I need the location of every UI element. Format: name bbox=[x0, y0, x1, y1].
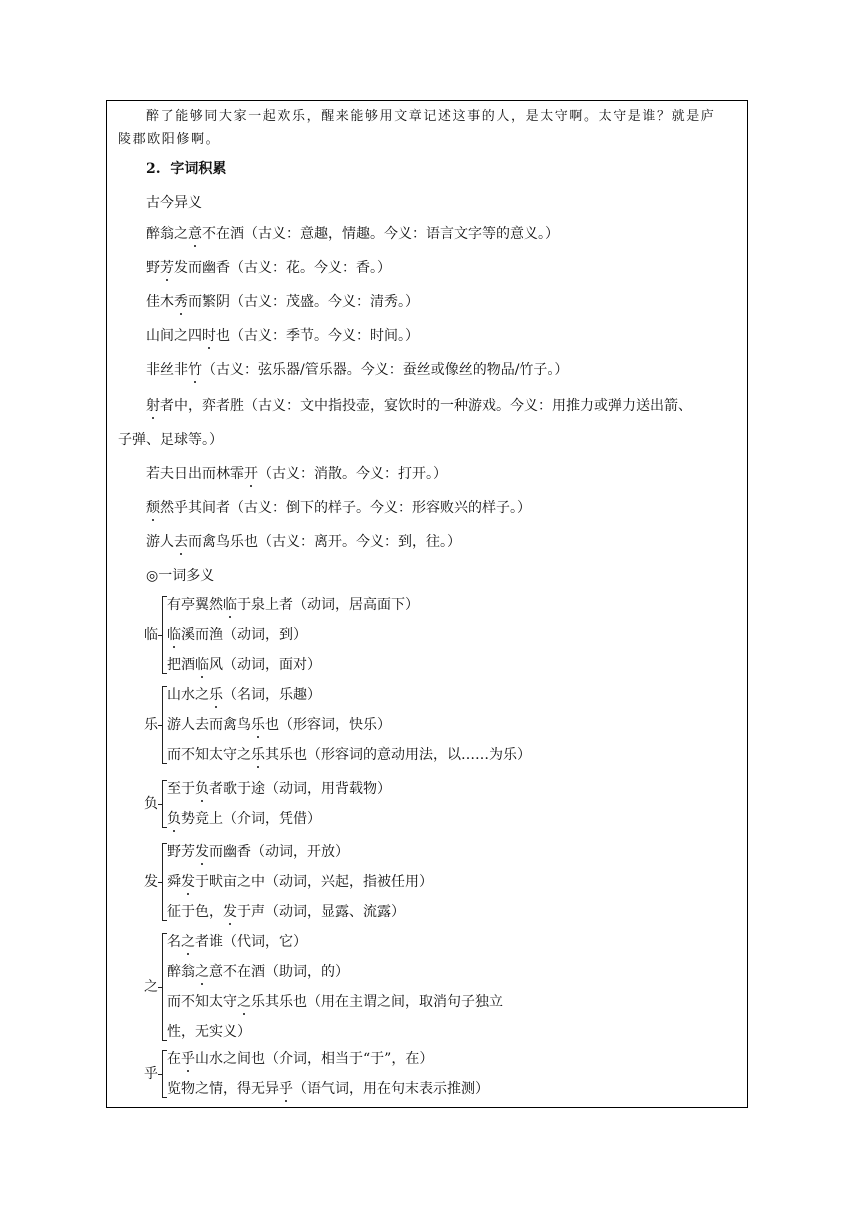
duoyi-heading: ◎一词多义 bbox=[146, 568, 215, 584]
gujin-item: 子弹、足球等。） bbox=[118, 432, 223, 448]
group-char-label: 之 bbox=[144, 979, 158, 995]
group-char-label: 发 bbox=[144, 874, 158, 890]
gujin-item: 游人去而禽鸟乐也（古义：离开。今义：到，往。） bbox=[146, 534, 461, 550]
emphasis-dot-char: 之 bbox=[181, 934, 195, 950]
duoyi-line: 醉翁之意不在酒（助词，的） bbox=[167, 964, 349, 980]
duoyi-line: 性，无实义） bbox=[167, 1024, 251, 1040]
emphasis-dot-char: 颓 bbox=[146, 500, 160, 516]
group-char-label: 乎 bbox=[144, 1066, 158, 1082]
emphasis-dot-char: 临 bbox=[223, 597, 237, 613]
group-char-label: 负 bbox=[144, 796, 158, 812]
emphasis-dot-char: 射 bbox=[146, 398, 160, 414]
intro-line-2: 陵郡欧阳修啊。 bbox=[118, 132, 221, 147]
gujin-item: 野芳发而幽香（古义：花。今义：香。） bbox=[146, 260, 391, 276]
emphasis-dot-char: 临 bbox=[195, 657, 209, 673]
group-char-label: 临 bbox=[144, 627, 158, 643]
emphasis-dot-char: 芳 bbox=[160, 260, 174, 276]
duoyi-line: 有亭翼然临于泉上者（动词，居高面下） bbox=[167, 597, 419, 613]
gujin-item: 醉翁之意不在酒（古义：意趣，情趣。今义：语言文字等的意义。） bbox=[146, 226, 559, 242]
emphasis-dot-char: 乐 bbox=[251, 717, 265, 733]
duoyi-line: 临溪而渔（动词，到） bbox=[167, 627, 307, 643]
duoyi-line: 览物之情，得无异乎（语气词，用在句末表示推测） bbox=[167, 1081, 489, 1097]
emphasis-dot-char: 乎 bbox=[279, 1081, 293, 1097]
emphasis-dot-char: 之 bbox=[237, 994, 251, 1010]
emphasis-dot-char: 秀 bbox=[174, 294, 188, 310]
duoyi-line: 在乎山水之间也（介词，相当于“于”，在） bbox=[167, 1051, 434, 1067]
group-brace-tip bbox=[158, 635, 162, 636]
emphasis-dot-char: 负 bbox=[195, 781, 209, 797]
emphasis-dot-char: 临 bbox=[167, 627, 181, 643]
gujin-item: 颓然乎其间者（古义：倒下的样子。今义：形容败兴的样子。） bbox=[146, 500, 531, 516]
duoyi-line: 至于负者歌于途（动词，用背载物） bbox=[167, 781, 391, 797]
gujin-heading: 古今异义 bbox=[146, 195, 202, 211]
gujin-item: 非丝非竹（古义：弦乐器/管乐器。今义：蚕丝或像丝的物品/竹子。） bbox=[146, 362, 569, 378]
group-char-label: 乐 bbox=[144, 717, 158, 733]
gujin-item: 若夫日出而林霏开（古义：消散。今义：打开。） bbox=[146, 466, 447, 482]
emphasis-dot-char: 发 bbox=[223, 904, 237, 920]
group-brace-tip bbox=[158, 725, 162, 726]
gujin-item: 佳木秀而繁阴（古义：茂盛。今义：清秀。） bbox=[146, 294, 419, 310]
section-heading: 2. 字词积累 bbox=[146, 161, 227, 177]
emphasis-dot-char: 时 bbox=[202, 328, 216, 344]
emphasis-dot-char: 竹 bbox=[188, 362, 202, 378]
duoyi-line: 而不知太守之乐其乐也（形容词的意动用法，以……为乐） bbox=[167, 747, 531, 763]
group-brace-tip bbox=[158, 882, 162, 883]
gujin-item: 射者中，弈者胜（古义：文中指投壶，宴饮时的一种游戏。今义：用推力或弹力送出箭、 bbox=[146, 398, 692, 414]
emphasis-dot-char: 负 bbox=[167, 811, 181, 827]
duoyi-line: 山水之乐（名词，乐趣） bbox=[167, 687, 321, 703]
intro-line-1: 醉了能够同大家一起欢乐，醒来能够用文章记述这事的人，是太守啊。太守是谁？就是庐 bbox=[146, 109, 716, 124]
group-brace-tip bbox=[158, 987, 162, 988]
gujin-item: 山间之四时也（古义：季节。今义：时间。） bbox=[146, 328, 419, 344]
duoyi-line: 把酒临风（动词，面对） bbox=[167, 657, 321, 673]
duoyi-line: 负势竞上（介词，凭借） bbox=[167, 811, 321, 827]
group-brace-tip bbox=[158, 804, 162, 805]
group-brace-tip bbox=[158, 1074, 162, 1075]
duoyi-line: 名之者谁（代词，它） bbox=[167, 934, 307, 950]
duoyi-line: 游人去而禽鸟乐也（形容词，快乐） bbox=[167, 717, 391, 733]
emphasis-dot-char: 意 bbox=[188, 226, 202, 242]
emphasis-dot-char: 发 bbox=[181, 874, 195, 890]
duoyi-line: 而不知太守之乐其乐也（用在主谓之间，取消句子独立 bbox=[167, 994, 503, 1010]
emphasis-dot-char: 乎 bbox=[181, 1051, 195, 1067]
emphasis-dot-char: 去 bbox=[174, 534, 188, 550]
duoyi-line: 舜发于畎亩之中（动词，兴起，指被任用） bbox=[167, 874, 433, 890]
emphasis-dot-char: 开 bbox=[244, 466, 258, 482]
duoyi-line: 野芳发而幽香（动词，开放） bbox=[167, 844, 349, 860]
emphasis-dot-char: 乐 bbox=[251, 747, 265, 763]
emphasis-dot-char: 之 bbox=[195, 964, 209, 980]
emphasis-dot-char: 乐 bbox=[209, 687, 223, 703]
emphasis-dot-char: 发 bbox=[195, 844, 209, 860]
duoyi-line: 征于色，发于声（动词，显露、流露） bbox=[167, 904, 405, 920]
